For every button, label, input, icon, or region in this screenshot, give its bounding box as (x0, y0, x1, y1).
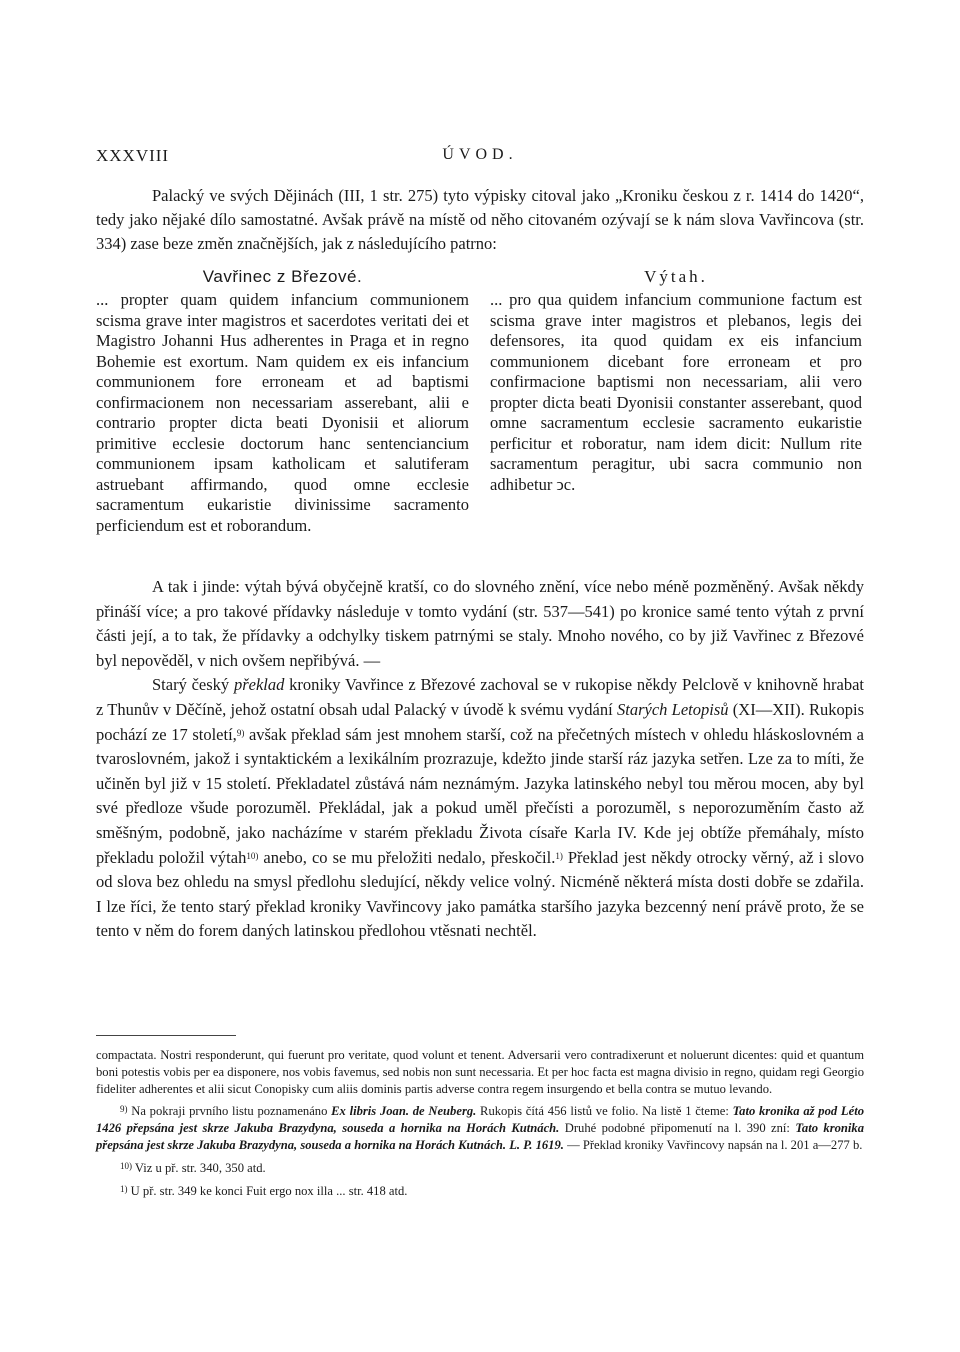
left-column (96, 264, 469, 536)
footnote-ref-1: 1) (555, 850, 563, 861)
footnote-mark: 10) (120, 1160, 132, 1171)
text-run: Viz u př. str. 340, 350 atd. (132, 1160, 266, 1175)
footnotes (96, 1047, 864, 1199)
text-run: Starý český (152, 675, 234, 695)
intro-text: Palacký ve svých Dějinách (III, 1 str. 275) tyto výpisky citoval jako „Kroniku českou z r. 1414 do 1420“, tedy jako nějaké dílo samostatné. Avšak právě na místě od něho citovaném ozývají se k nám slova Vavřincova (str. 334) zase beze změn značnějších, jak z následujícího patrno: (96, 186, 864, 253)
text-run: avšak překlad sám jest mnohem starší, což na přečetných místech v ohledu hláskoslovném a tvaroslovném, jakož i syntaktickém a lexikálním prozrazuje, kdežto jinde starší ráz jazyka setřen. Lze za to míti, že učiněn byl již v 15 století. Překladatel zůstává nám neznámým. Jazyka latinského nebyl tou měrou mocen, aby byl své předloze všude porozuměl. Překládal, jak a pokud uměl přečísti a porozuměl, s neporozuměním často až směšným, podobně, jako nacházíme v starém překladu Života císaře Karla IV. Kde jej obtíže přemáhaly, místo překladu položil výtah (96, 724, 864, 867)
text-run: (XI—XII). Rukopis pochází ze 17 století, (96, 699, 865, 744)
running-title: ÚVOD. (442, 146, 518, 163)
page-number: XXXVIII (96, 146, 170, 165)
body-paragraph-1: A tak i jinde: výtah bývá obyčejně kratší, co do slovného znění, více nebo méně pozměněný. Avšak někdy přináší více; a pro takové přídavky následuje v tomto vydání (str. 537—541) po kronice samé tento výtah z první části její, a to tak, že přídavky a odchylky tiskem patrnými se staly. Mnoho nového, co by již Vavřinec z Březové byl nepověděl, v nich ovšem nepřibývá. — (96, 577, 864, 670)
right-column (490, 264, 862, 495)
body-paragraph-2 (96, 673, 864, 944)
text-run: anebo, co se mu přeložiti nedalo, přeskočil. (258, 847, 556, 867)
left-column-text: ... propter quam quidem infancium communionem scisma grave inter magistros et sacerdotes veritati dei et Magistro Johanni Hus adherentes in Praga et in regno Bohemie est exortum. Nam quidem ex eis infancium communionem fore erroneam et ad baptismi confirmacionem non necessariam asserebant, alii e contrario propter dicta beati Dyonisii et aliorum primitive ecclesie doctorum hanc sentenciancium communionem ipsam katholicam et salutiferam astruebant affirmando, quod omne ecclesie sacramentum eukaristie divinissime sacramento perficiendum est et roborandum. (96, 290, 469, 535)
left-column-heading: Vavřinec z Březové. (202, 267, 363, 286)
text-run: Rukopis čítá 456 listů ve folio. Na listě 1 čteme: (476, 1104, 733, 1119)
footnote-1 (96, 1183, 864, 1200)
footnote-10 (96, 1160, 864, 1177)
footnote-ref-10: 10) (246, 850, 259, 861)
footnote-ref-9: 9) (236, 727, 245, 738)
text-run: — Překlad kroniky Vavřincovy napsán na l. 201 a—277 b. (563, 1137, 863, 1152)
footnote-9 (96, 1103, 864, 1153)
emphasis-text: Tato kronika až pod Léto 1426 přepsána jest skrze Jakuba Brazydyna, souseda a hornika na Horách Kutnách. (96, 1104, 864, 1136)
text-run: Druhé podobné připomenutí na l. 390 zní: (559, 1121, 796, 1136)
footnote-mark: 1) (120, 1183, 128, 1194)
emphasis-text: Ex libris Joan. de Neuberg. (331, 1104, 477, 1119)
right-column-text: ... pro qua quidem infancium communione factum est scisma grave inter magistros et plebanos, legis dei defensores, ita quod quidam ex eis infancium communionem dicebant fore erroneam et pro confirmacione baptismi non necessariam, alii vero propter dicta beati Dyonisii constanter asserebant, quod omne sacramentum ecclesie sacramento eukaristie perficitur et roboratur, nam idem dicit: Nullum rite sacramentum peragitur, ubi sacra communio non adhibetur ↄc. (490, 290, 862, 494)
main-body (96, 575, 864, 944)
text-run: Překlad jest někdy otrocky věrný, až i slovo od slova bez ohledu na smysl předlohu sledující, někdy velice volný. Nicméně některá místa dosti dobře se zdařila. I lze říci, že tento starý překlad kroniky Vavřincovy jako památka staršího jazyka bezcenný není právě proto, že se tento v něm do forem daných latinskou předlohou vtěsnati nechtěl. (96, 847, 864, 941)
emphasis-text: Tato kronika přepsána jest skrze Jakuba Brazydyna, souseda a hornika na Horách Kutnách. L. P. 1619. (96, 1121, 864, 1152)
right-column-heading: Výtah. (644, 267, 708, 286)
emphasis-text: překlad (233, 675, 285, 695)
emphasis-text: Starých Letopisů (616, 699, 729, 719)
footnote-continuation: compactata. Nostri responderunt, qui fuerunt pro veritate, quod volunt et tenent. Adversarii vero contradixerunt et noluerunt dicentes: quid et quantum boni potestis vobis per ea disponere, nos vobis favemus, sed nobis non sunt necessaria. Et per hoc facta est magna divisio in regno, quidam regi Georgio fideliter adherentes et alii sicut Conopisky cum aliis dominis partis adverse contra regem insurgendo et bella contra se mutuo levando. (96, 1048, 864, 1096)
footnote-mark: 9) (120, 1104, 128, 1115)
text-run: kroniky Vavřince z Březové zachoval se v rukopise někdy Pelclově v knihovně hrabat z Thunův v Děčíně, jehož ostatní obsah udal Palacký v úvodě k svému vydání (96, 675, 864, 719)
text-run: U př. str. 349 ke konci Fuit ergo nox illa ... str. 418 atd. (127, 1183, 408, 1198)
text-run: Na pokraji prvního listu poznamenáno (127, 1104, 332, 1119)
intro-paragraph (96, 184, 864, 256)
footnote-divider (96, 1035, 236, 1036)
